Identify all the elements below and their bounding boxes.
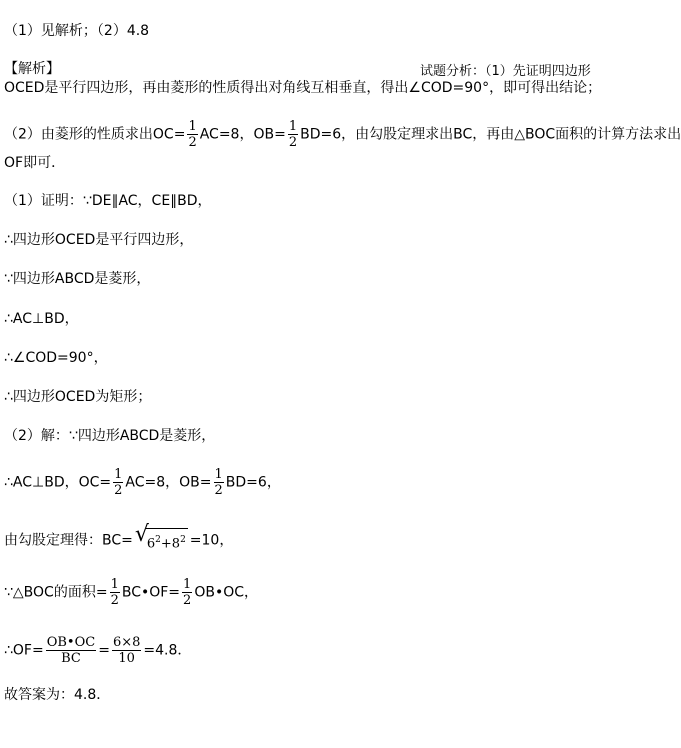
fraction-numerator: 1: [214, 467, 223, 482]
fraction-denominator: 2: [188, 135, 197, 150]
fraction: [187, 120, 197, 149]
proof-line-3: ∵四边形ABCD是菱形，: [4, 271, 151, 287]
fraction-denominator: 2: [288, 135, 298, 150]
part2-hint-prefix: （2）由菱形的性质求出OC=: [4, 126, 186, 143]
proof-line-1: （1）证明：∵DE∥AC，CE∥BD，: [4, 193, 212, 209]
fraction: [182, 578, 192, 607]
solution-line-2-suffix: BD=6，: [225, 474, 281, 491]
fraction-denominator: 2: [114, 483, 123, 498]
proof-line-5: ∴∠COD=90°，: [4, 350, 108, 366]
solution-line-3-suffix: =10，: [189, 532, 234, 549]
radical-sign-icon: √: [134, 522, 149, 547]
proof-line-2: ∴四边形OCED是平行四边形，: [4, 232, 194, 248]
fraction: [113, 468, 123, 497]
fraction-denominator: 2: [183, 593, 192, 608]
fraction-numerator: 1: [110, 577, 119, 592]
part2-hint-line: [4, 120, 681, 149]
solution-line-5-eq: =: [98, 642, 110, 659]
fraction-numerator: 1: [183, 577, 192, 592]
part2-hint-line2: OF即可．: [4, 155, 66, 171]
solution-line-4-mid: BC•OF=: [121, 584, 181, 601]
exponent-b: 2: [180, 535, 186, 545]
fraction: [46, 636, 96, 665]
radicand: [145, 528, 188, 553]
fraction-denominator: 10: [118, 651, 135, 666]
fraction: [214, 468, 224, 497]
solution-line-5: [4, 636, 191, 665]
analysis-line2: OCED是平行四边形，再由菱形的性质得出对角线互相垂直，得出∠COD=90°，即可得出结论；: [4, 80, 602, 96]
fraction: [110, 578, 120, 607]
part2-hint-mid: AC=8，OB=: [199, 126, 286, 143]
fraction-numerator: 1: [288, 119, 298, 134]
solution-line-3-prefix: 由勾股定理得：BC=: [4, 532, 133, 549]
fraction: [288, 120, 298, 149]
square-root: [134, 522, 188, 553]
fraction-numerator: 1: [188, 119, 197, 134]
proof-line-4: ∴AC⊥BD，: [4, 311, 79, 327]
solution-line-4-suffix: OB•OC，: [194, 584, 259, 601]
solution-line-1: （2）解：∵四边形ABCD是菱形，: [4, 428, 216, 444]
fraction-numerator: 1: [114, 467, 123, 482]
solution-line-4-prefix: ∵△BOC的面积=: [4, 584, 108, 601]
solution-line-5-suffix: =4.8．: [143, 642, 192, 659]
solution-line-2-prefix: ∴AC⊥BD，OC=: [4, 474, 112, 491]
fraction: [112, 636, 141, 665]
fraction-denominator: 2: [110, 593, 119, 608]
analysis-tag: 【解析】: [4, 61, 60, 77]
radicand-plus-b: +8: [160, 536, 181, 552]
answer-line: （1）见解析；（2）4.8: [4, 23, 150, 39]
analysis-lead: 试题分析：（1）先证明四边形: [420, 64, 591, 79]
proof-line-6: ∴四边形OCED为矩形；: [4, 389, 152, 405]
exponent-a: 2: [155, 535, 161, 545]
solution-line-4: [4, 578, 258, 607]
radicand-a: 6: [146, 536, 156, 552]
fraction-denominator: 2: [214, 483, 223, 498]
fraction-numerator: OB•OC: [46, 635, 96, 650]
solution-line-5-prefix: ∴OF=: [4, 642, 44, 659]
solution-line-2: [4, 468, 281, 497]
solution-line-2-mid: AC=8，OB=: [125, 474, 212, 491]
final-answer: 故答案为：4.8．: [4, 687, 111, 703]
solution-line-3: [4, 522, 234, 553]
fraction-denominator: BC: [61, 651, 81, 666]
fraction-numerator: 6×8: [112, 635, 141, 650]
part2-hint-suffix: BD=6，由勾股定理求出BC，再由△BOC面积的计算方法求出: [300, 126, 681, 143]
